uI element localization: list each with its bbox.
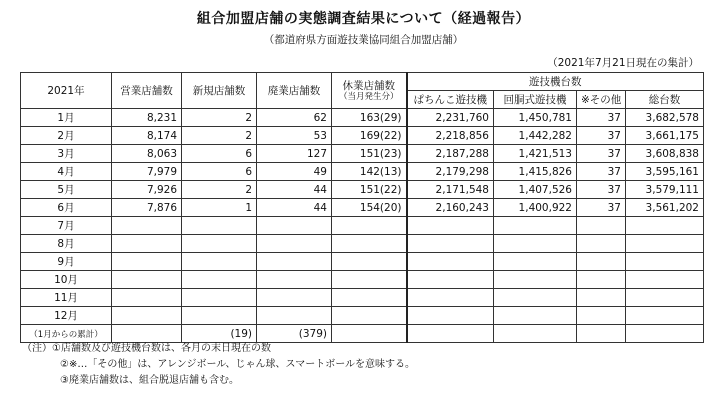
cell-closed [257,235,332,253]
cell-other: 37 [577,127,626,145]
table-row [21,253,704,271]
cell-other [577,307,626,325]
cell-suspended [332,253,407,271]
cumulative-cell-suspended [332,325,407,343]
cell-suspended: 151(22) [332,181,407,199]
table-row [21,145,704,163]
cell-closed: 44 [257,181,332,199]
cell-new: 2 [182,181,257,199]
cell-new: 6 [182,145,257,163]
cell-month: 5月 [21,181,112,199]
table-row [21,289,704,307]
cell-pachislot: 1,421,513 [494,145,577,163]
cell-pachislot: 1,442,282 [494,127,577,145]
cell-pachislot [494,289,577,307]
cell-suspended: 151(23) [332,145,407,163]
header-operating: 営業店舗数 [112,73,182,109]
cell-new [182,307,257,325]
cell-pachislot: 1,415,826 [494,163,577,181]
cell-closed: 62 [257,109,332,127]
cell-pachinko [407,307,494,325]
cell-month: 7月 [21,217,112,235]
table-row [21,181,704,199]
cell-operating: 7,876 [112,199,182,217]
cell-pachinko: 2,171,548 [407,181,494,199]
as-of-date: （2021年7月21日現在の集計） [547,57,699,69]
cumulative-cell-pachinko [407,325,494,343]
cell-operating: 8,231 [112,109,182,127]
cell-pachinko [407,235,494,253]
note-2: ②※…「その他」は、アレンジボール、じゃん球、スマートボールを意味する。 [60,359,416,370]
cell-suspended [332,289,407,307]
cell-month: 6月 [21,199,112,217]
cumulative-cell-total [626,325,704,343]
cell-closed: 127 [257,145,332,163]
cell-operating: 7,979 [112,163,182,181]
cell-month: 10月 [21,271,112,289]
cell-pachinko [407,217,494,235]
cumulative-cell-other [577,325,626,343]
cell-suspended: 169(22) [332,127,407,145]
cumulative-cell-closed: (379) [257,325,332,343]
cell-total: 3,595,161 [626,163,704,181]
header-machines: 遊技機台数 [407,73,704,91]
cell-pachislot [494,253,577,271]
cell-new [182,271,257,289]
header-new: 新規店舗数 [182,73,257,109]
cell-total: 3,608,838 [626,145,704,163]
cell-suspended [332,217,407,235]
cell-operating: 7,926 [112,181,182,199]
cell-suspended [332,235,407,253]
cell-closed [257,271,332,289]
cell-pachislot: 1,407,526 [494,181,577,199]
table-row [21,199,704,217]
cell-pachinko: 2,187,288 [407,145,494,163]
cell-total [626,217,704,235]
header-suspended [332,73,407,109]
cumulative-cell-new: (19) [182,325,257,343]
cell-pachislot: 1,450,781 [494,109,577,127]
cell-new: 2 [182,109,257,127]
cell-total [626,253,704,271]
cell-total [626,289,704,307]
cell-operating [112,235,182,253]
cell-new [182,253,257,271]
cell-pachislot [494,271,577,289]
cell-new [182,217,257,235]
cell-other: 37 [577,145,626,163]
cell-pachinko [407,289,494,307]
cell-other: 37 [577,181,626,199]
cell-pachinko: 2,231,760 [407,109,494,127]
header-pachislot: 回胴式遊技機 [494,91,577,109]
cell-new [182,289,257,307]
report-subtitle: （都道府県方面遊技業協同組合加盟店舗） [263,34,464,46]
cell-pachinko: 2,160,243 [407,199,494,217]
cell-total [626,271,704,289]
cell-closed: 49 [257,163,332,181]
cell-month: 4月 [21,163,112,181]
cell-pachislot [494,235,577,253]
cell-new: 2 [182,127,257,145]
cell-operating: 8,174 [112,127,182,145]
table-row [21,109,704,127]
cell-other [577,217,626,235]
cell-suspended: 142(13) [332,163,407,181]
cell-operating [112,271,182,289]
cell-pachinko [407,271,494,289]
table-row [21,217,704,235]
cell-operating [112,307,182,325]
header-pachinko: ぱちんこ遊技機 [407,91,494,109]
cell-suspended: 163(29) [332,109,407,127]
cell-month: 9月 [21,253,112,271]
cell-month: 8月 [21,235,112,253]
cell-other [577,235,626,253]
header-total: 総台数 [626,91,704,109]
cell-pachislot [494,307,577,325]
cell-total: 3,579,111 [626,181,704,199]
cell-suspended: 154(20) [332,199,407,217]
cell-total: 3,661,175 [626,127,704,145]
cell-month: 2月 [21,127,112,145]
cell-suspended [332,307,407,325]
header-suspended-label: 休業店舗数 [342,79,395,92]
cell-other: 37 [577,163,626,181]
cell-closed [257,289,332,307]
cell-operating [112,253,182,271]
cell-total [626,235,704,253]
header-closed: 廃業店舗数 [257,73,332,109]
cumulative-cell-pachislot [494,325,577,343]
cell-closed: 53 [257,127,332,145]
table-row [21,307,704,325]
cell-other [577,253,626,271]
cell-other: 37 [577,199,626,217]
cell-closed [257,253,332,271]
cell-pachinko: 2,179,298 [407,163,494,181]
cell-suspended [332,271,407,289]
table-row [21,235,704,253]
header-year: 2021年 [21,73,112,109]
cell-operating [112,217,182,235]
cell-pachinko [407,253,494,271]
cumulative-row [21,325,704,343]
header-other: ※その他 [577,91,626,109]
cell-total: 3,561,202 [626,199,704,217]
table-row [21,163,704,181]
cell-other [577,271,626,289]
cell-other [577,289,626,307]
cell-operating: 8,063 [112,145,182,163]
cell-closed [257,307,332,325]
report-title: 組合加盟店舗の実態調査結果について（経過報告） [196,11,531,27]
cumulative-cell-operating [112,325,182,343]
table-row [21,127,704,145]
cell-month: 12月 [21,307,112,325]
notes [22,341,415,389]
cell-new: 1 [182,199,257,217]
table-row [21,271,704,289]
cell-pachinko: 2,218,856 [407,127,494,145]
cell-month: 3月 [21,145,112,163]
cell-closed: 44 [257,199,332,217]
note-3: ③廃業店舗数は、組合脱退店舗も含む。 [60,375,239,386]
cell-month: 1月 [21,109,112,127]
cell-pachislot [494,217,577,235]
cell-operating [112,289,182,307]
cell-new [182,235,257,253]
cell-other: 37 [577,109,626,127]
survey-table [20,72,704,343]
header-suspended-note: （当月発生分） [338,91,399,102]
cell-total [626,307,704,325]
note-1: （注）①店舗数及び遊技機台数は、各月の末日現在の数 [22,343,271,354]
cell-closed [257,217,332,235]
cell-new: 6 [182,163,257,181]
cell-month: 11月 [21,289,112,307]
cell-pachislot: 1,400,922 [494,199,577,217]
cell-total: 3,682,578 [626,109,704,127]
cumulative-cell-month: （1月からの累計） [21,325,112,343]
